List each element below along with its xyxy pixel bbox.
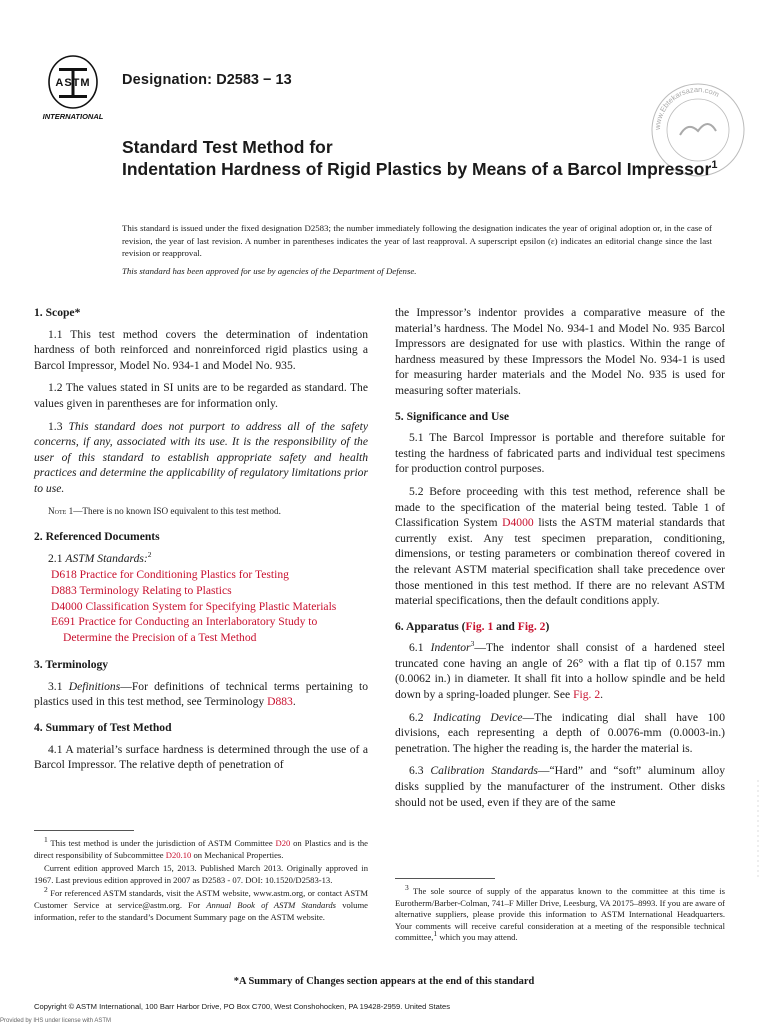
footnote-divider-left [34, 830, 134, 831]
section-2-heading: 2. Referenced Documents [34, 530, 160, 544]
logo-text: ASTM [55, 77, 91, 89]
link-d20[interactable]: D20 [275, 838, 291, 848]
ref-e691[interactable]: E691 Practice for Conducting an Interlaboratory Study to Determine the Precision of a Test Method [51, 615, 318, 644]
license-line: Provided by IHS under license with ASTM [0, 1018, 112, 1024]
link-d4000[interactable]: D4000 [502, 516, 534, 530]
footnotes-left [34, 835, 368, 925]
note-1: Note 1—There is no known ISO equivalent to this test method. [48, 505, 281, 516]
dod-note: This standard has been approved for use by agencies of the Department of Defense. [122, 266, 417, 276]
para-6-3: 6.3 Calibration Standards—“Hard” and “soft” aluminum alloy disks supplied by the manufacturer of the instrument. Other disks should not be used, even if they are of the same [395, 764, 725, 809]
link-fig-1[interactable]: Fig. 1 [465, 619, 494, 633]
issue-note: This standard is issued under the fixed designation D2583; the number immediately following the designation indicates the year of original adoption or, in the case of revision, the year of last revision. A number in parentheses indicates the year of last reapproval. A superscript epsilon (ε) indicates an editorial change since the last revision or reapproval. [122, 223, 712, 259]
para-5-1: 5.1 The Barcol Impressor is portable and therefore suitable for testing the hardness of fabricated parts and individual test specimens for production control purposes. [395, 431, 725, 476]
footnote-divider-right [395, 878, 495, 879]
section-3-heading: 3. Terminology [34, 658, 109, 672]
right-column [395, 305, 725, 817]
ref-d883[interactable]: D883 Terminology Relating to Plastics [51, 583, 232, 597]
logo-subtext: INTERNATIONAL [42, 112, 104, 121]
link-fig-2-inline[interactable]: Fig. 2 [573, 688, 601, 702]
ref-d618[interactable]: D618 Practice for Conditioning Plastics for Testing [51, 568, 289, 582]
left-column [34, 305, 368, 780]
stamp-text: www.Ebtekarsazan.com [652, 84, 721, 131]
document-title [122, 136, 722, 180]
footnote-1: $^1$ This test method is under the jurisdiction of ASTM Committee D20 on Plastics and is the direct responsibility of Subcommittee D20.10 on Mechanical Properties. [34, 835, 368, 860]
para-6-1: 6.1 Indentor$^3$—The indentor shall consist of a hardened steel truncated cone having an angle of 26° with a flat tip of 0.157 mm (0.0062 in.) in diameter. It shall fit into a hollow spindle and be held down by a spring-loaded plunger. See Fig. 2. [395, 639, 725, 702]
footnote-1-edition: Current edition approved March 15, 2013. Published March 2013. Originally approved in 1967. Last previous edition approved in 2007 as D2583 - 07. DOI: 10.1520/D2583-13. [34, 863, 368, 885]
safety-statement: This standard does not purport to address all of the safety concerns, if any, associated with its use. It is the responsibility of the user of this standard to establish appropriate safety and health practices and determine the applicability of regulatory limitations prior to use. [34, 419, 368, 495]
title-line-2: Indentation Hardness of Rigid Plastics by Means of a Barcol Impressor$^1$ [122, 159, 718, 179]
footnote-2: $^2$ For referenced ASTM standards, visit the ASTM website, www.astm.org, or contact ASTM Customer Service at service@astm.org. For Annual Book of ASTM Standards volume information, refer to the standard’s Document Summary page on the ASTM website. [34, 885, 368, 922]
section-6-heading: 6. Apparatus (Fig. 1 and Fig. 2) [395, 619, 550, 633]
para-1-2: 1.2 The values stated in SI units are to be regarded as standard. The values given in parentheses are for information only. [34, 381, 368, 410]
link-d20-10[interactable]: D20.10 [165, 849, 192, 860]
designation-value: D2583 − 13 [216, 72, 292, 88]
summary-of-changes-note: *A Summary of Changes section appears at the end of this standard [233, 976, 535, 987]
section-1-heading: 1. Scope* [34, 306, 81, 319]
para-3-1: 3.1 Definitions—For definitions of technical terms pertaining to plastics used in this test method, see Terminology D883. [34, 679, 368, 709]
footnote-3: $^3$ The sole source of supply of the apparatus known to the committee at this time is Eurotherm/Barber-Colman, 741–F Miller Drive, Leesburg, VA 20175–8993. If you are aware of alternative suppliers, please provide this information to ASTM International Headquarters. Your comments will receive careful consideration at a meeting of the responsible technical committee,$^1$ which you may attend. [395, 883, 725, 943]
section-5-heading: 5. Significance and Use [395, 409, 510, 423]
designation-label: Designation: [122, 72, 213, 88]
footnotes-right [395, 883, 725, 946]
astm-logo [28, 50, 118, 130]
title-line-1: Standard Test Method for [122, 137, 333, 157]
para-2-1: 2.1 ASTM Standards:$^2$ [48, 549, 152, 565]
copyright: Copyright © ASTM International, 100 Barr Harbor Drive, PO Box C700, West Conshohocken, PA 19428-2959. United States [34, 1002, 451, 1011]
designation [122, 72, 292, 88]
para-1-3: 1.3 This standard does not purport to address all of the safety concerns, if any, associated with its use. It is the responsibility of the user of this standard to establish appropriate safety and health practices and determine the applicability of regulatory limitations prior to use. [34, 419, 368, 495]
link-d883[interactable]: D883 [267, 695, 293, 709]
margin-watermark [754, 780, 762, 880]
ref-d4000[interactable]: D4000 Classification System for Specifying Plastic Materials [51, 599, 337, 613]
section-4-heading: 4. Summary of Test Method [34, 721, 172, 735]
para-6-2: 6.2 Indicating Device—The indicating dial shall have 100 divisions, each representing a depth of 0.0076-mm (0.0003-in.) penetration. The higher the reading is, the harder the material is. [395, 710, 725, 755]
link-fig-2[interactable]: Fig. 2 [517, 619, 546, 633]
title-footnote-mark: 1 [711, 159, 718, 172]
para-5-2: 5.2 Before proceeding with this test method, reference shall be made to the specification of the material being tested. Table 1 of Classification System D4000 lists the ASTM material standards that currently exist. Any test specimen preparation, conditioning, dimensions, or testing parameters or combination thereof covered in the relevant ASTM material specification shall take precedence over those mentioned in this test method. If there are no relevant ASTM material specifications, then the default conditions apply. [395, 484, 725, 608]
para-4-1: 4.1 A material’s surface hardness is determined through the use of a Barcol Impressor. The relative depth of penetration of [34, 742, 368, 772]
para-1-1: 1.1 This test method covers the determination of indentation hardness of both reinforced and nonreinforced rigid plastics using a Barcol Impressor, Model No. 934-1 and Model No. 935. [34, 327, 368, 372]
para-4-1-continued: the Impressor’s indentor provides a comparative measure of the material’s hardness. The Model No. 934-1 and Model No. 935 Barcol Impressors are designated for use with plastics. Within the range of hardness measured by these Impressors the Model No. 934-1 is used for measuring harder materials and the Model No. 935 is used for measuring softer materials. [395, 306, 725, 397]
